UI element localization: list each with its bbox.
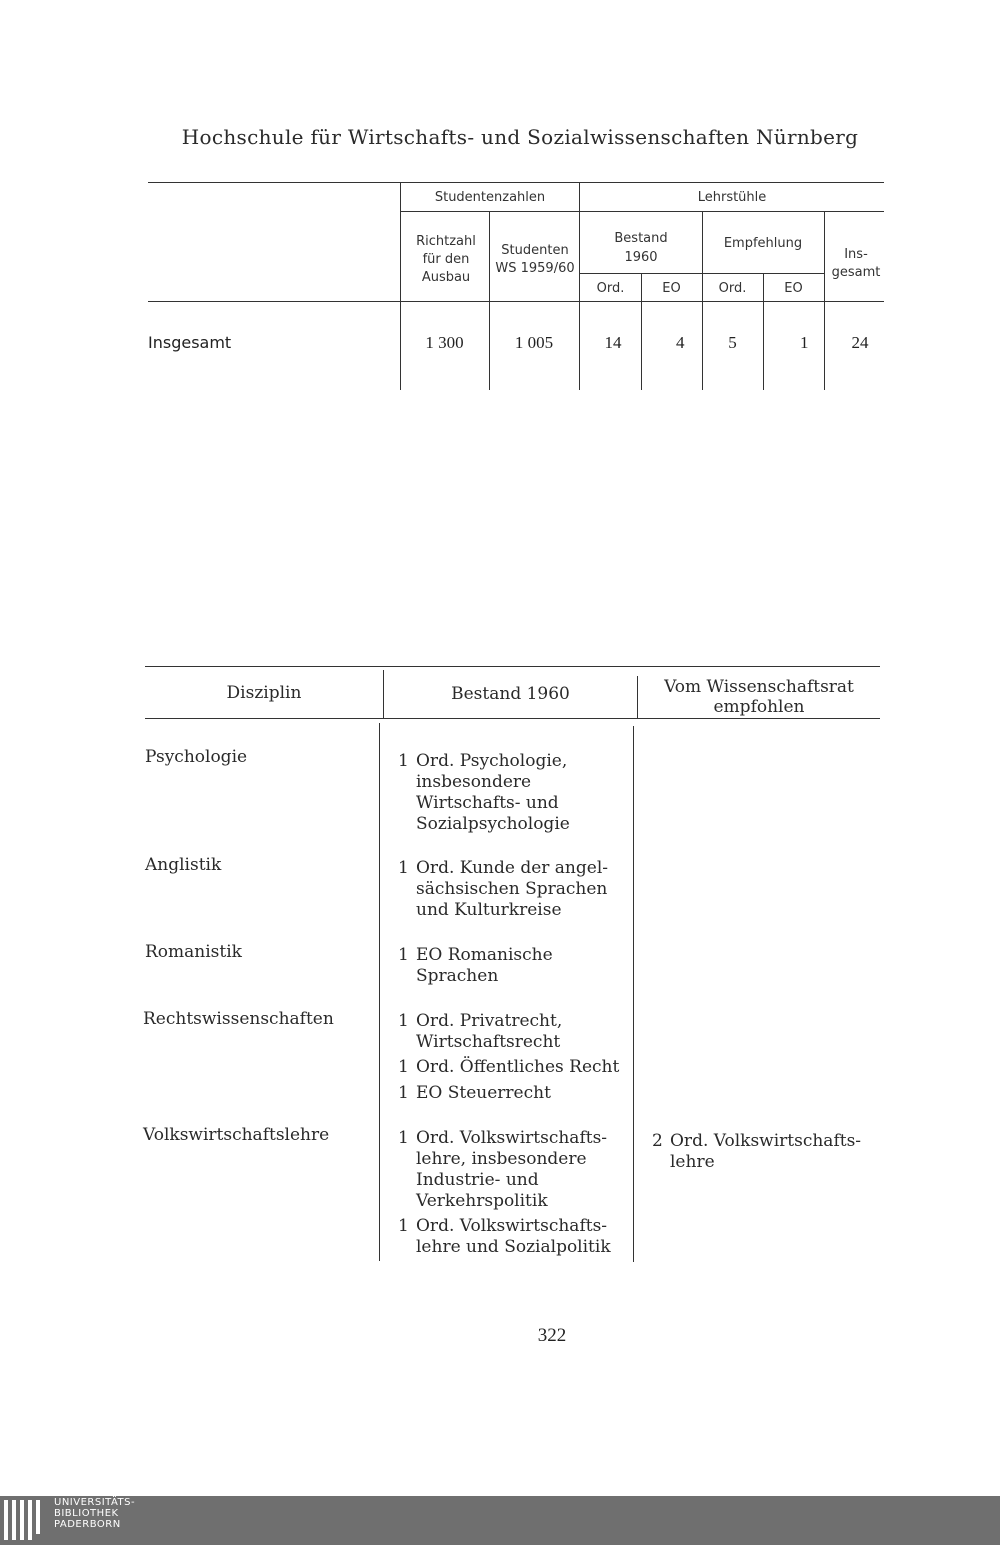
subheader-ord: Ord. [596,281,625,296]
table-col-divider [400,183,401,390]
header-studenten: Studenten WS 1959/60 [495,243,575,276]
item-text: EO Steuerrecht [416,1083,551,1103]
item-count: 1 [398,945,409,965]
header-empfohlen: Vom Wissenschaftsrat empfohlen [664,677,854,717]
row-label-insgesamt: Insgesamt [148,333,232,352]
value-richtzahl: 1 300 [425,333,464,352]
item-text: Ord. Psychologie, insbesondere Wirtschafts- und Sozialpsychologie [416,751,570,834]
item-text: Ord. Kunde der angel- sächsischen Sprachen und Kulturkreise [416,858,609,920]
item-count: 1 [398,1083,409,1103]
item-text: Ord. Volkswirtschafts- lehre [670,1131,862,1172]
library-name-line: UNIVERSITÄTS- [54,1497,136,1508]
table-col-divider [379,723,380,1261]
item-text: Ord. Volkswirtschafts- lehre und Sozialpolitik [416,1216,611,1257]
header-richtzahl: Richtzahl für den Ausbau [416,234,476,285]
table-rule-group [400,211,884,212]
header-insgesamt: Ins- gesamt [831,247,881,280]
value-insgesamt: 24 [851,333,869,352]
library-name [54,1497,135,1530]
value-bestand-ord: 14 [604,333,622,352]
library-name-line: BIBLIOTHEK [54,1508,119,1519]
discipline-label: Psychologie [145,747,248,767]
value-empfehlung-eo: 1 [800,333,809,352]
item-count: 1 [398,858,409,878]
page-number: 322 [537,1325,567,1346]
table-rule-header [145,718,880,719]
header-bestand: Bestand 1960 [614,231,668,265]
table-rule-header [148,301,884,302]
value-studenten: 1 005 [514,333,554,352]
table-rule-top [145,666,880,667]
discipline-label: Volkswirtschaftslehre [143,1125,330,1145]
library-footer [0,1496,1000,1545]
header-empfehlung: Empfehlung [723,236,803,251]
item-count: 1 [398,1011,409,1031]
header-studentenzahlen: Studentenzahlen [434,190,546,205]
item-count: 1 [398,1057,409,1077]
header-bestand-1960: Bestand 1960 [451,684,570,704]
item-text: Ord. Privatrecht, Wirtschaftsrecht [416,1011,563,1052]
library-logo-icon [4,1500,44,1540]
page-title: Hochschule für Wirtschafts- und Sozialwissenschaften Nürnberg [181,125,859,149]
discipline-label: Anglistik [145,855,222,875]
header-disziplin: Disziplin [226,683,302,703]
value-bestand-eo: 4 [676,333,685,352]
discipline-label: Romanistik [145,942,242,962]
subheader-ord: Ord. [718,281,747,296]
item-text: Ord. Volkswirtschafts- lehre, insbesondere Industrie- und Verkehrspolitik [416,1128,608,1211]
item-count: 2 [652,1131,663,1151]
header-lehrstuehle: Lehrstühle [697,190,767,205]
discipline-label: Rechtswissenschaften [143,1009,334,1029]
library-name-line: PADERBORN [54,1519,121,1530]
item-count: 1 [398,1128,409,1148]
item-count: 1 [398,751,409,771]
item-text: EO Romanische Sprachen [416,945,553,986]
value-empfehlung-ord: 5 [728,333,737,352]
subheader-eo: EO [662,281,681,296]
item-count: 1 [398,1216,409,1236]
subheader-eo: EO [784,281,803,296]
item-text: Ord. Öffentliches Recht [416,1057,620,1077]
table-col-divider [824,212,825,390]
table-rule-top [148,182,884,183]
